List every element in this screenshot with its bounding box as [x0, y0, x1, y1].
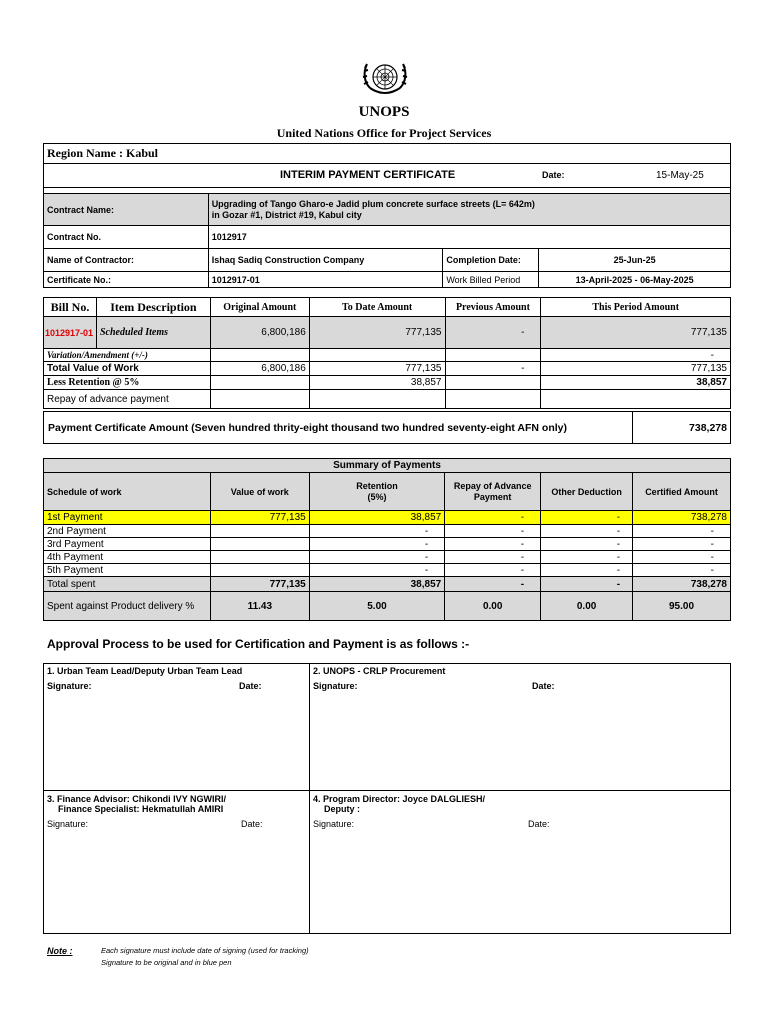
bill-item-no: 1012917-01	[44, 317, 97, 349]
contract-info-table	[43, 143, 731, 288]
summary-percent-certified: 95.00	[633, 592, 731, 621]
approval-box-1-date-label: Date:	[239, 681, 262, 691]
approval-box-3-signature-label: Signature:	[47, 819, 89, 829]
summary-total-repay: -	[445, 577, 541, 592]
summary-row-name: 2nd Payment	[44, 525, 211, 538]
bill-header-previous: Previous Amount	[445, 298, 541, 317]
total-todate: 777,135	[309, 362, 445, 376]
bill-item-previous: -	[445, 317, 541, 349]
bill-header-original: Original Amount	[210, 298, 309, 317]
summary-row-repay: -	[445, 525, 541, 538]
summary-row-value	[210, 551, 309, 564]
contractor-value: Ishaq Sadiq Construction Company	[208, 249, 443, 272]
summary-row-name: 4th Payment	[44, 551, 211, 564]
bill-retention-row	[44, 376, 731, 390]
summary-header-repay-1: Repay of Advance	[453, 480, 532, 491]
summary-total-retention: 38,857	[309, 577, 445, 592]
approval-box-1	[43, 663, 310, 791]
summary-total-value: 777,135	[210, 577, 309, 592]
completion-date-label: Completion Date:	[443, 249, 539, 272]
summary-table	[43, 458, 731, 621]
approval-box-2-title: 2. UNOPS - CRLP Procurement	[313, 666, 446, 676]
summary-header-certified: Certified Amount	[633, 473, 731, 511]
contract-no-label: Contract No.	[44, 226, 209, 249]
summary-header-repay	[445, 473, 541, 511]
summary-row-value: 777,135	[210, 511, 309, 525]
summary-percent-repay: 0.00	[445, 592, 541, 621]
summary-row-other: -	[541, 551, 633, 564]
summary-percent-name: Spent against Product delivery %	[44, 592, 211, 621]
summary-total-other: -	[541, 577, 633, 592]
payment-certificate-value: 738,278	[633, 412, 731, 444]
payment-amount-table	[43, 411, 731, 444]
contract-name-line-1: Upgrading of Tango Gharo-e Jadid plum concrete surface streets (L= 642m)	[211, 198, 535, 209]
summary-row-certified: -	[633, 551, 731, 564]
summary-title: Summary of Payments	[44, 459, 731, 473]
approval-box-1-title: 1. Urban Team Lead/Deputy Urban Team Lead	[47, 666, 243, 676]
bill-header-no: Bill No.	[44, 298, 97, 317]
contract-no-value: 1012917	[208, 226, 730, 249]
bill-item-original: 6,800,186	[210, 317, 309, 349]
bill-item-todate: 777,135	[309, 317, 445, 349]
summary-header-repay-2: Payment	[473, 491, 512, 502]
note-line-2: Signature to be original and in blue pen	[101, 958, 232, 967]
summary-row-certified: 738,278	[633, 511, 731, 525]
certificate-date-value: 15-May-25	[656, 170, 704, 181]
summary-total-row	[44, 577, 731, 592]
summary-row-repay: -	[445, 564, 541, 577]
completion-date-value: 25-Jun-25	[539, 249, 731, 272]
summary-row-5	[44, 564, 731, 577]
approval-box-2-date-label: Date:	[532, 681, 555, 691]
approval-box-4-title-2: Deputy :	[324, 804, 360, 814]
approval-box-2	[309, 663, 731, 791]
bill-total-row	[44, 362, 731, 376]
summary-row-certified: -	[633, 564, 731, 577]
approval-box-4	[309, 790, 731, 934]
approval-box-3	[43, 790, 310, 934]
summary-row-repay: -	[445, 551, 541, 564]
summary-row-repay: -	[445, 511, 541, 525]
un-emblem-logo	[358, 56, 412, 102]
note-line-1: Each signature must include date of signing (used for tracking)	[101, 946, 309, 955]
summary-row-retention: -	[309, 538, 445, 551]
summary-header-schedule: Schedule of work	[44, 473, 211, 511]
summary-header-retention-1: Retention	[356, 480, 398, 491]
summary-row-other: -	[541, 511, 633, 525]
retention-period: 38,857	[541, 376, 731, 390]
summary-row-value	[210, 564, 309, 577]
total-period: 777,135	[541, 362, 731, 376]
variation-period: -	[541, 349, 731, 362]
summary-row-retention: -	[309, 551, 445, 564]
summary-percent-retention: 5.00	[309, 592, 445, 621]
org-full-name: United Nations Office for Project Services	[276, 126, 492, 140]
region-name: Region Name : Kabul	[44, 144, 731, 164]
total-label: Total Value of Work	[44, 362, 211, 376]
repay-label: Repay of advance payment	[44, 390, 211, 409]
summary-row-repay: -	[445, 538, 541, 551]
approval-box-3-title-1: 3. Finance Advisor: Chikondi IVY NGWIRI/	[47, 794, 227, 804]
summary-total-name: Total spent	[44, 577, 211, 592]
certificate-no-label: Certificate No.:	[44, 272, 209, 288]
certificate-title: INTERIM PAYMENT CERTIFICATE	[280, 169, 456, 181]
approval-box-1-signature-label: Signature:	[47, 681, 92, 691]
bill-header-todate: To Date Amount	[309, 298, 445, 317]
summary-percent-other: 0.00	[541, 592, 633, 621]
summary-row-3	[44, 538, 731, 551]
summary-header-other: Other Deduction	[541, 473, 633, 511]
contract-name-value	[208, 194, 730, 226]
approval-box-2-signature-label: Signature:	[313, 681, 358, 691]
approval-box-4-signature-label: Signature:	[313, 819, 355, 829]
summary-row-1	[44, 511, 731, 525]
bill-item-row	[44, 317, 731, 349]
summary-row-retention: -	[309, 525, 445, 538]
bill-variation-row	[44, 349, 731, 362]
summary-total-certified: 738,278	[633, 577, 731, 592]
bill-header-desc: Item Description	[96, 298, 210, 317]
approval-box-4-title-1: 4. Program Director: Joyce DALGLIESH/	[313, 794, 486, 804]
summary-percent-value: 11.43	[210, 592, 309, 621]
summary-row-certified: -	[633, 538, 731, 551]
certificate-title-row	[44, 164, 731, 188]
summary-row-certified: -	[633, 525, 731, 538]
note-label: Note :	[47, 946, 73, 956]
bill-repay-row	[44, 390, 731, 409]
payment-certificate-label: Payment Certificate Amount (Seven hundred thrity-eight thousand two hundred seventy-eight AFN only)	[44, 412, 633, 444]
certificate-date-label: Date:	[542, 170, 565, 180]
approval-box-3-title-2: Finance Specialist: Hekmatullah AMIRI	[58, 804, 224, 814]
bill-header-period: This Period Amount	[541, 298, 731, 317]
summary-header-value: Value of work	[210, 473, 309, 511]
summary-row-value	[210, 538, 309, 551]
approval-heading: Approval Process to be used for Certification and Payment is as follows :-	[47, 637, 470, 651]
contract-name-label: Contract Name:	[44, 194, 209, 226]
certificate-no-value: 1012917-01	[208, 272, 443, 288]
billed-period-value: 13-April-2025 - 06-May-2025	[539, 272, 731, 288]
retention-label: Less Retention @ 5%	[44, 376, 211, 390]
summary-row-retention: -	[309, 564, 445, 577]
summary-row-retention: 38,857	[309, 511, 445, 525]
retention-todate: 38,857	[309, 376, 445, 390]
summary-header-retention	[309, 473, 445, 511]
summary-percent-row	[44, 592, 731, 621]
bill-table	[43, 297, 731, 409]
approval-box-4-date-label: Date:	[528, 819, 550, 829]
summary-header-retention-2: (5%)	[367, 491, 387, 502]
approval-box-3-date-label: Date:	[241, 819, 263, 829]
summary-row-other: -	[541, 538, 633, 551]
summary-row-name: 3rd Payment	[44, 538, 211, 551]
summary-row-other: -	[541, 564, 633, 577]
summary-row-name: 5th Payment	[44, 564, 211, 577]
bill-item-desc: Scheduled Items	[96, 317, 210, 349]
summary-row-name: 1st Payment	[44, 511, 211, 525]
variation-label: Variation/Amendment (+/-)	[44, 349, 211, 362]
contractor-label: Name of Contractor:	[44, 249, 209, 272]
total-original: 6,800,186	[210, 362, 309, 376]
summary-row-value	[210, 525, 309, 538]
contract-name-line-2: in Gozar #1, District #19, Kabul city	[211, 209, 362, 220]
summary-row-4	[44, 551, 731, 564]
summary-row-2	[44, 525, 731, 538]
org-short-name: UNOPS	[358, 104, 410, 120]
bill-item-period: 777,135	[541, 317, 731, 349]
billed-period-label: Work Billed Period	[443, 272, 539, 288]
total-previous: -	[445, 362, 541, 376]
summary-row-other: -	[541, 525, 633, 538]
